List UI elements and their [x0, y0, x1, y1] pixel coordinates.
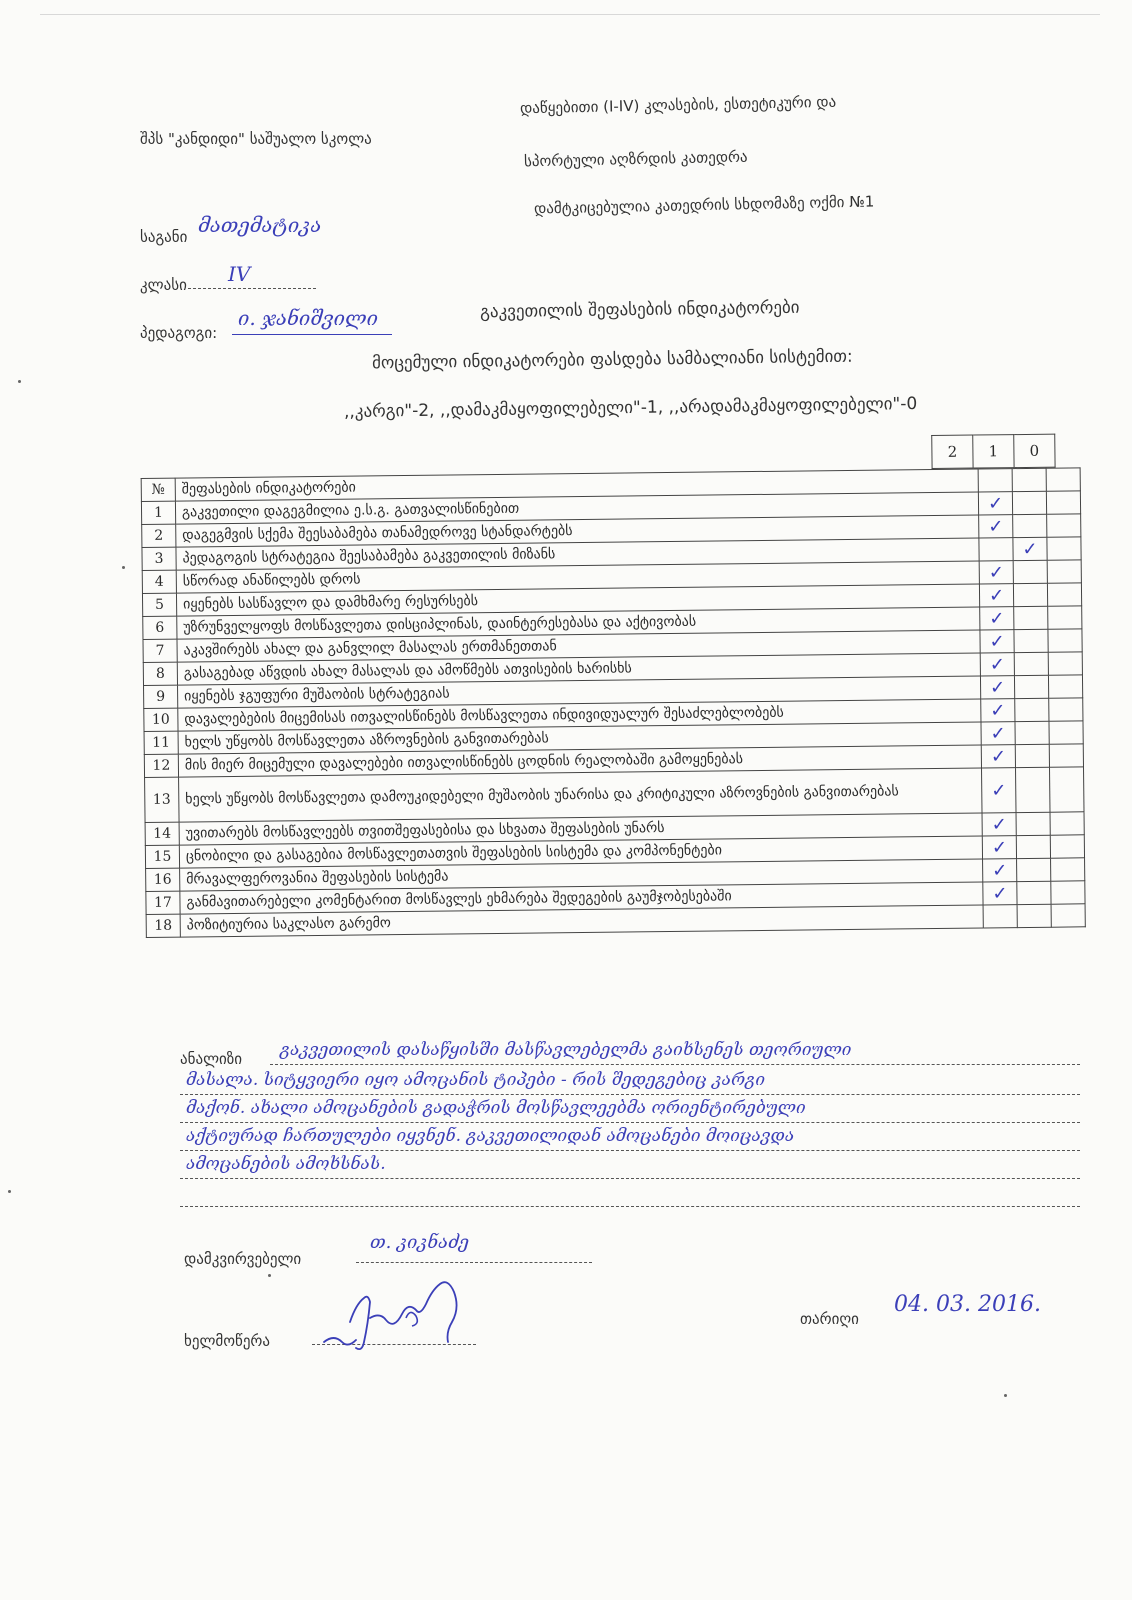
checkmark-icon: ✓	[987, 492, 1004, 514]
score-cell-2	[981, 676, 1015, 699]
score-cell-2	[982, 768, 1016, 813]
score-cell-1	[1015, 721, 1049, 744]
score-cell-2	[981, 745, 1015, 768]
row-number: 17	[146, 891, 180, 914]
subject-value: მათემატიკა	[198, 213, 322, 237]
score-cell-2	[979, 561, 1013, 584]
analysis-line-rule-6	[180, 1206, 1080, 1207]
indicator-text: პედაგოგის სტრატეგია შეესაბამება გაკვეთილის მიზანს	[176, 538, 979, 570]
analysis-text-line-1: გაკვეთილის დასაწყისში მასწავლებელმა გაიხსენეს თეორიული	[280, 1040, 852, 1060]
score-cell-0	[1048, 629, 1082, 652]
approval-note: დამტკიცებულია კათედრის სხდომაზე ოქმი №1	[533, 192, 875, 218]
checkmark-icon: ✓	[989, 607, 1005, 629]
score-cell-0	[1048, 675, 1082, 698]
score-cell-1	[1016, 835, 1050, 858]
score-cell-1	[1014, 606, 1048, 629]
score-cell-1	[1013, 514, 1047, 537]
indicator-text: სწორად ანაწილებს დროს	[176, 561, 979, 593]
analysis-line-rule-4	[180, 1150, 1080, 1151]
checkmark-icon: ✓	[992, 882, 1008, 904]
row-number: 8	[143, 662, 177, 685]
score-header-0: 0	[1014, 434, 1055, 467]
indicator-text: აკავშირებს ახალ და განვლილ მასალას ერთმანეთთან	[177, 630, 980, 662]
indicators-table-wrapper	[140, 409, 1087, 1020]
score-cell-1	[1016, 812, 1050, 835]
score-cell-2	[982, 836, 1016, 859]
observer-value: თ. კიკნაძე	[370, 1232, 470, 1253]
score-cell-2	[983, 882, 1017, 905]
analysis-line-rule-3	[180, 1122, 1080, 1123]
scan-speck	[122, 566, 125, 569]
score-cell-1	[1012, 468, 1046, 491]
checkmark-icon: ✓	[990, 699, 1006, 721]
score-cell-1	[1014, 675, 1048, 698]
score-cell-1	[1017, 881, 1051, 904]
score-cell-0	[1048, 652, 1082, 675]
scan-speck	[18, 380, 21, 383]
indicator-text: დაგეგმვის სქემა შეესაბამება თანამედროვე სტანდარტებს	[176, 515, 979, 547]
indicator-text: უზრუნველყოფს მოსწავლეთა დისციპლინას, დაინტერესებასა და აქტივობას	[177, 607, 980, 639]
school-name: შპს "კანდიდი" საშუალო სკოლა	[140, 130, 372, 148]
row-number: 6	[143, 616, 177, 639]
analysis-line-rule-1	[270, 1064, 1080, 1065]
indicator-text: განმავითარებელი კომენტარით მოსწავლეს ეხმარება შედეგების გაუმჯობესებაში	[180, 882, 983, 914]
title-line-2: მოცემული ინდიკატორები ფასდება სამბალიანი სისტემით:	[371, 346, 853, 374]
class-value: IV	[228, 262, 251, 286]
score-cell-1	[1015, 744, 1049, 767]
checkmark-icon: ✓	[988, 515, 1004, 537]
date-label: თარიღი	[800, 1310, 859, 1328]
score-cell-1	[1013, 583, 1047, 606]
row-number: 9	[144, 685, 178, 708]
col-title-header: შეფასების ინდიკატორები	[175, 469, 978, 501]
checkmark-icon: ✓	[991, 779, 1007, 801]
score-cell-2	[978, 469, 1012, 492]
indicator-text: იყენებს ჯგუფური მუშაობის სტრატეგიას	[177, 676, 980, 708]
title-line-3: ,,კარგი"-2, ,,დამაკმაყოფილებელი"-1, ,,არადამაკმაყოფილებელი"-0	[343, 393, 918, 423]
department-line-2: სპორტული აღზრდის კათედრა	[523, 147, 748, 171]
score-cell-1	[1013, 537, 1047, 560]
score-cell-0	[1049, 721, 1083, 744]
score-cell-2	[980, 607, 1014, 630]
score-cell-2	[981, 699, 1015, 722]
indicator-text: მრავალფეროვანია შეფასების სისტემა	[180, 859, 983, 891]
score-cell-2	[978, 492, 1012, 515]
row-number: 16	[146, 868, 180, 891]
score-cell-0	[1050, 812, 1084, 835]
row-number: 4	[142, 570, 176, 593]
department-line-1: დაწყებითი (I-IV) კლასების, ესთეტიკური და	[519, 92, 837, 118]
indicators-table	[141, 467, 1086, 938]
score-header-2: 2	[932, 435, 973, 468]
row-number: 7	[143, 639, 177, 662]
checkmark-icon: ✓	[990, 745, 1007, 767]
checkmark-icon: ✓	[989, 676, 1006, 698]
score-cell-0	[1050, 835, 1084, 858]
subject-label: საგანი	[140, 228, 188, 246]
row-number: 3	[142, 547, 176, 570]
score-cell-2	[980, 653, 1014, 676]
col-no-header: №	[141, 478, 175, 501]
score-cell-0	[1051, 904, 1085, 927]
checkmark-icon: ✓	[1022, 538, 1038, 560]
analysis-text-line-4: აქტიურად ჩართულები იყვნენ. გაკვეთილიდან ამოცანები მოიცავდა	[186, 1126, 795, 1146]
indicator-text: იყენებს სასწავლო და დამხმარე რესურსებს	[176, 584, 979, 616]
indicator-text: პოზიტიურია საკლასო გარემო	[180, 905, 983, 937]
score-cell-1	[1014, 629, 1048, 652]
score-cell-0	[1051, 858, 1085, 881]
score-cell-2	[983, 859, 1017, 882]
score-cell-0	[1049, 698, 1083, 721]
score-cell-1	[1017, 904, 1051, 927]
teacher-underline	[232, 334, 392, 335]
score-cell-0	[1047, 514, 1081, 537]
score-header-1: 1	[973, 435, 1014, 468]
score-cell-1	[1017, 858, 1051, 881]
class-label: კლასი	[140, 276, 187, 294]
row-number: 11	[144, 731, 178, 754]
checkmark-icon: ✓	[991, 813, 1007, 835]
score-cell-1	[1015, 698, 1049, 721]
observer-underline	[356, 1262, 592, 1263]
score-cell-0	[1048, 606, 1082, 629]
signature	[310, 1280, 480, 1370]
checkmark-icon: ✓	[991, 836, 1008, 858]
page-edge-line	[40, 14, 1100, 15]
analysis-line-rule-2	[180, 1094, 1080, 1095]
row-number: 12	[144, 754, 178, 777]
checkmark-icon: ✓	[992, 859, 1008, 881]
checkmark-icon: ✓	[988, 584, 1005, 606]
indicator-text: ცნობილი და გასაგებია მოსწავლეთათვის შეფასების სისტემა და კომპონენტები	[179, 836, 982, 868]
score-cell-0	[1047, 583, 1081, 606]
row-number: 15	[145, 845, 179, 868]
score-cell-0	[1046, 468, 1080, 491]
indicator-text: ხელს უწყობს მოსწავლეთა დამოუკიდებელი მუშაობის უნარისა და კრიტიკული აზროვნების განვითარებას	[179, 768, 983, 822]
analysis-label: ანალიზი	[180, 1050, 243, 1068]
score-cell-2	[983, 905, 1017, 928]
score-cell-2	[979, 584, 1013, 607]
date-value: 04. 03. 2016.	[894, 1292, 1041, 1317]
score-cell-2	[981, 722, 1015, 745]
indicator-text: გაკვეთილი დაგეგმილია ე.ს.გ. გათვალისწინებით	[175, 492, 978, 524]
analysis-text-line-3: მაქონ. ახალი ამოცანების გადაჭრის მოსწავლეებმა ორიენტირებული	[186, 1098, 806, 1118]
row-number: 18	[146, 914, 180, 937]
scan-speck	[8, 1190, 11, 1193]
title-line-1: გაკვეთილის შეფასების ინდიკატორები	[479, 297, 800, 323]
score-cell-2	[979, 515, 1013, 538]
class-underline	[188, 288, 316, 289]
teacher-label: პედაგოგი:	[140, 324, 218, 342]
score-cell-0	[1049, 767, 1084, 812]
indicator-text: ხელს უწყობს მოსწავლეთა აზროვნების განვითარებას	[178, 722, 981, 754]
score-header-table	[931, 434, 1055, 469]
analysis-text-line-2: მასალა. სიტყვიერი იყო ამოცანის ტიპები - რის შედეგებიც კარგი	[186, 1070, 766, 1090]
score-cell-1	[1013, 560, 1047, 583]
score-cell-0	[1047, 560, 1081, 583]
checkmark-icon: ✓	[990, 722, 1006, 744]
score-cell-2	[980, 630, 1014, 653]
score-cell-1	[1012, 491, 1046, 514]
indicator-text: მის მიერ მიცემული დავალებები ითვალისწინებს ცოდნის რეალობაში გამოყენებას	[178, 745, 981, 777]
row-number: 2	[142, 524, 176, 547]
row-number: 13	[145, 777, 179, 822]
scan-speck	[1004, 1394, 1007, 1397]
score-cell-2	[979, 538, 1013, 561]
observer-label: დამკვირვებელი	[184, 1250, 302, 1268]
signature-label: ხელმოწერა	[184, 1332, 270, 1350]
analysis-text-line-5: ამოცანების ამოხსნას.	[186, 1154, 386, 1174]
score-cell-2	[982, 813, 1016, 836]
indicator-text: უვითარებს მოსწავლეებს თვითშეფასებისა და სხვათა შეფასების უნარს	[179, 813, 982, 845]
score-cell-0	[1051, 881, 1085, 904]
row-number: 1	[141, 501, 175, 524]
analysis-line-rule-5	[180, 1178, 1080, 1179]
row-number: 14	[145, 822, 179, 845]
row-number: 5	[142, 593, 176, 616]
score-cell-1	[1016, 767, 1050, 812]
indicator-text: დავალებების მიცემისას ითვალისწინებს მოსწავლეთა ინდივიდუალურ შესაძლებლობებს	[178, 699, 981, 731]
scan-speck	[268, 1274, 271, 1277]
checkmark-icon: ✓	[988, 561, 1004, 583]
indicator-text: გასაგებად აწვდის ახალ მასალას და ამოწმებს ათვისების ხარისხს	[177, 653, 980, 685]
checkmark-icon: ✓	[989, 653, 1006, 675]
score-cell-0	[1047, 537, 1081, 560]
checkmark-icon: ✓	[989, 630, 1005, 652]
score-cell-1	[1014, 652, 1048, 675]
score-cell-0	[1049, 744, 1083, 767]
teacher-value: ი. ჯანიშვილი	[238, 306, 378, 330]
score-cell-0	[1046, 491, 1080, 514]
row-number: 10	[144, 708, 178, 731]
